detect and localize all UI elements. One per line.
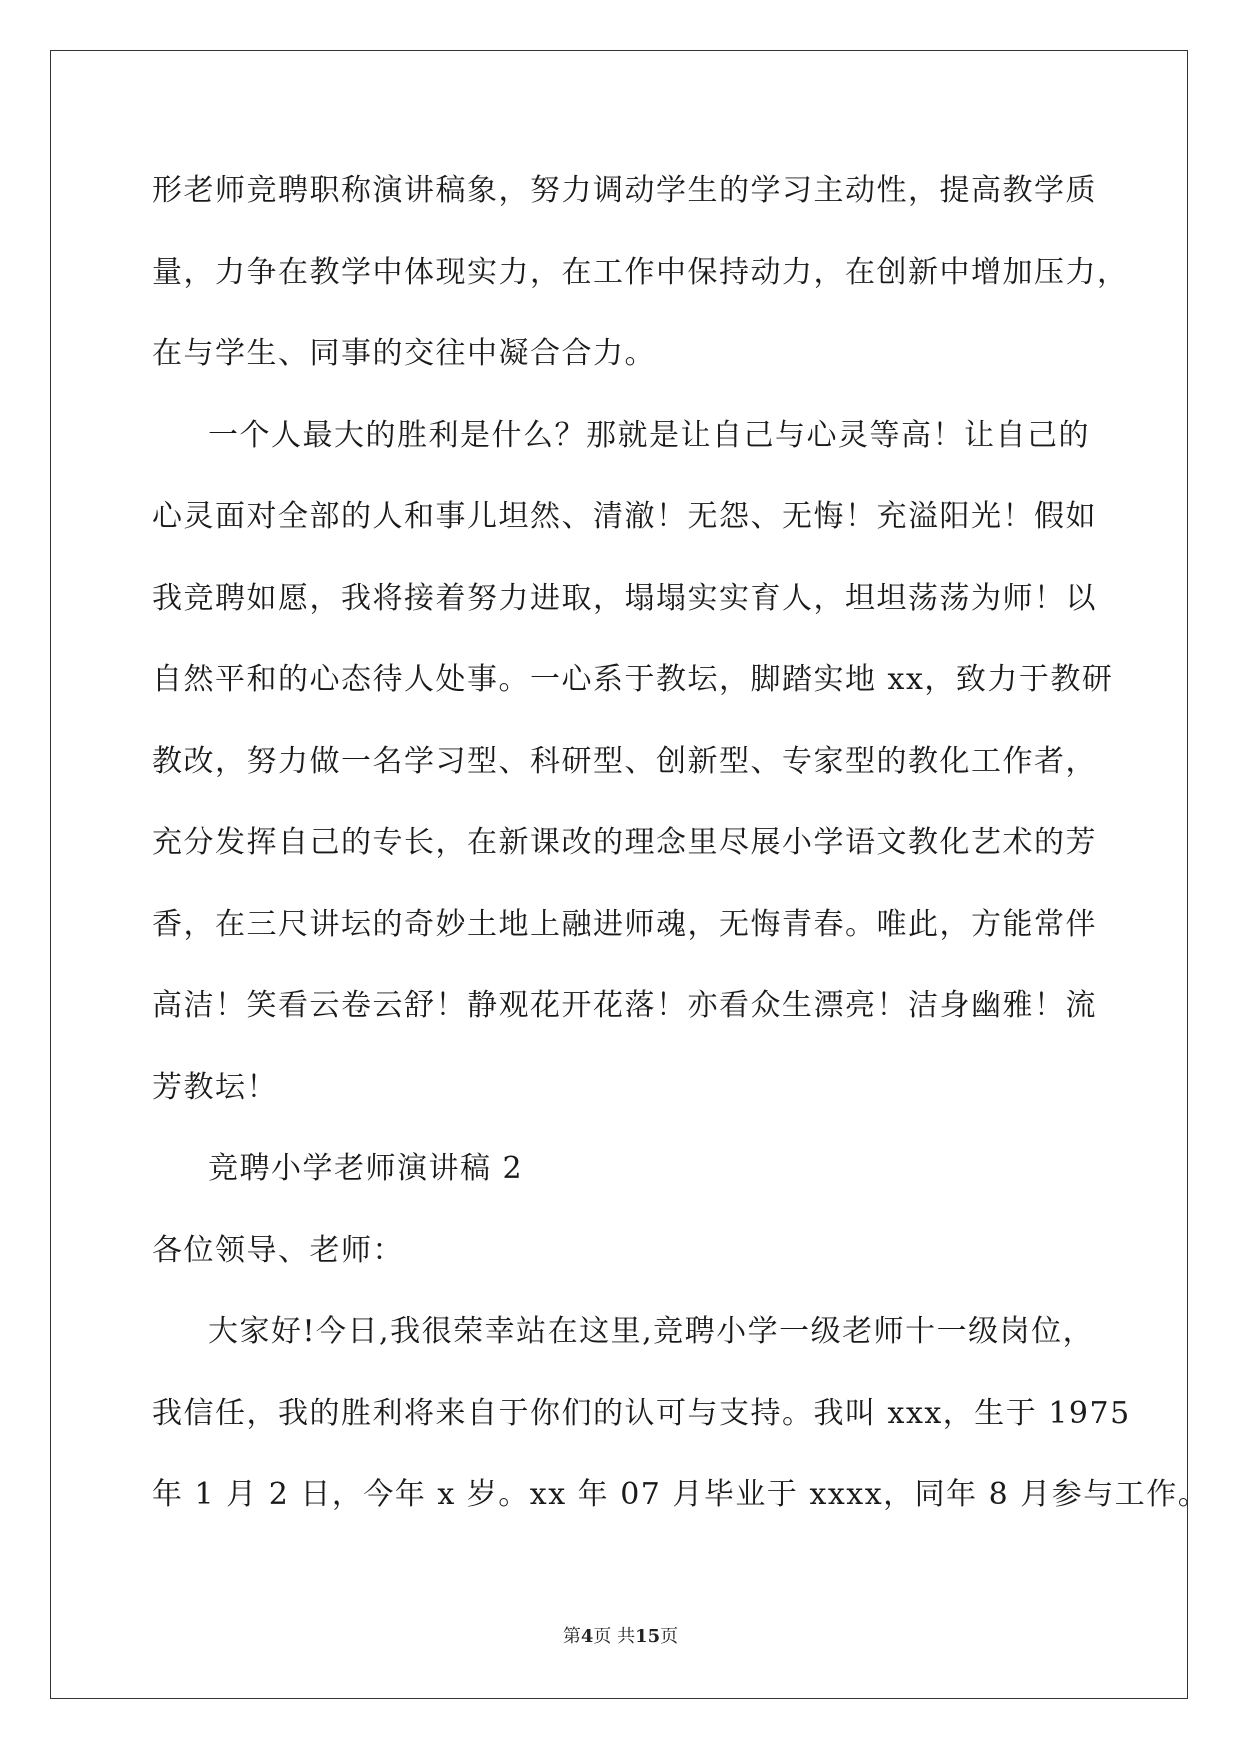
text-line: 竞聘小学老师演讲稿 2 — [208, 1151, 524, 1186]
text-line: 形老师竞聘职称演讲稿象，努力调动学生的学习主动性，提高教学质 — [152, 173, 1097, 208]
text-line: 充分发挥自己的专长，在新课改的理念里尽展小学语文教化艺术的芳 — [152, 825, 1097, 860]
text-line: 在与学生、同事的交往中凝合合力。 — [152, 336, 656, 371]
footer-total-pages: 15 — [635, 1626, 661, 1647]
text-line: 香，在三尺讲坛的奇妙土地上融进师魂，无悔青春。唯此，方能常伴 — [152, 906, 1097, 942]
text-line: 我信任，我的胜利将来自于你们的认可与支持。我叫 xxx，生于 1975 — [152, 1395, 1131, 1431]
text-line: 心灵面对全部的人和事儿坦然、清澈！无怨、无悔！充溢阳光！假如 — [152, 499, 1097, 534]
footer-mid: 页 共 — [593, 1626, 636, 1647]
text-line: 年 1 月 2 日，今年 x 岁。xx 年 07 月毕业于 xxxx，同年 8 月参与工作。 — [152, 1477, 1210, 1512]
text-line: 一个人最大的胜利是什么？那就是让自己与心灵等高！让自己的 — [208, 417, 1090, 453]
text-line: 教改，努力做一名学习型、科研型、创新型、专家型的教化工作者， — [152, 743, 1097, 779]
footer-page-number: 4 — [580, 1626, 594, 1647]
text-line: 我竞聘如愿，我将接着努力进取，塌塌实实育人，坦坦荡荡为师！以 — [152, 580, 1097, 616]
page-footer — [0, 1622, 1241, 1648]
footer-prefix: 第 — [562, 1626, 581, 1647]
text-line: 各位领导、老师： — [152, 1232, 404, 1268]
text-line: 量，力争在教学中体现实力，在工作中保持动力，在创新中增加压力， — [152, 254, 1129, 290]
text-line: 高洁！笑看云卷云舒！静观花开花落！亦看众生漂亮！洁身幽雅！流 — [152, 988, 1097, 1023]
text-line: 芳教坛！ — [152, 1069, 278, 1105]
text-line: 大家好!今日,我很荣幸站在这里,竞聘小学一级老师十一级岗位， — [208, 1314, 1095, 1349]
document-body — [152, 150, 1210, 1536]
footer-suffix: 页 — [660, 1626, 679, 1647]
text-line: 自然平和的心态待人处事。一心系于教坛，脚踏实地 xx，致力于教研 — [152, 662, 1114, 697]
